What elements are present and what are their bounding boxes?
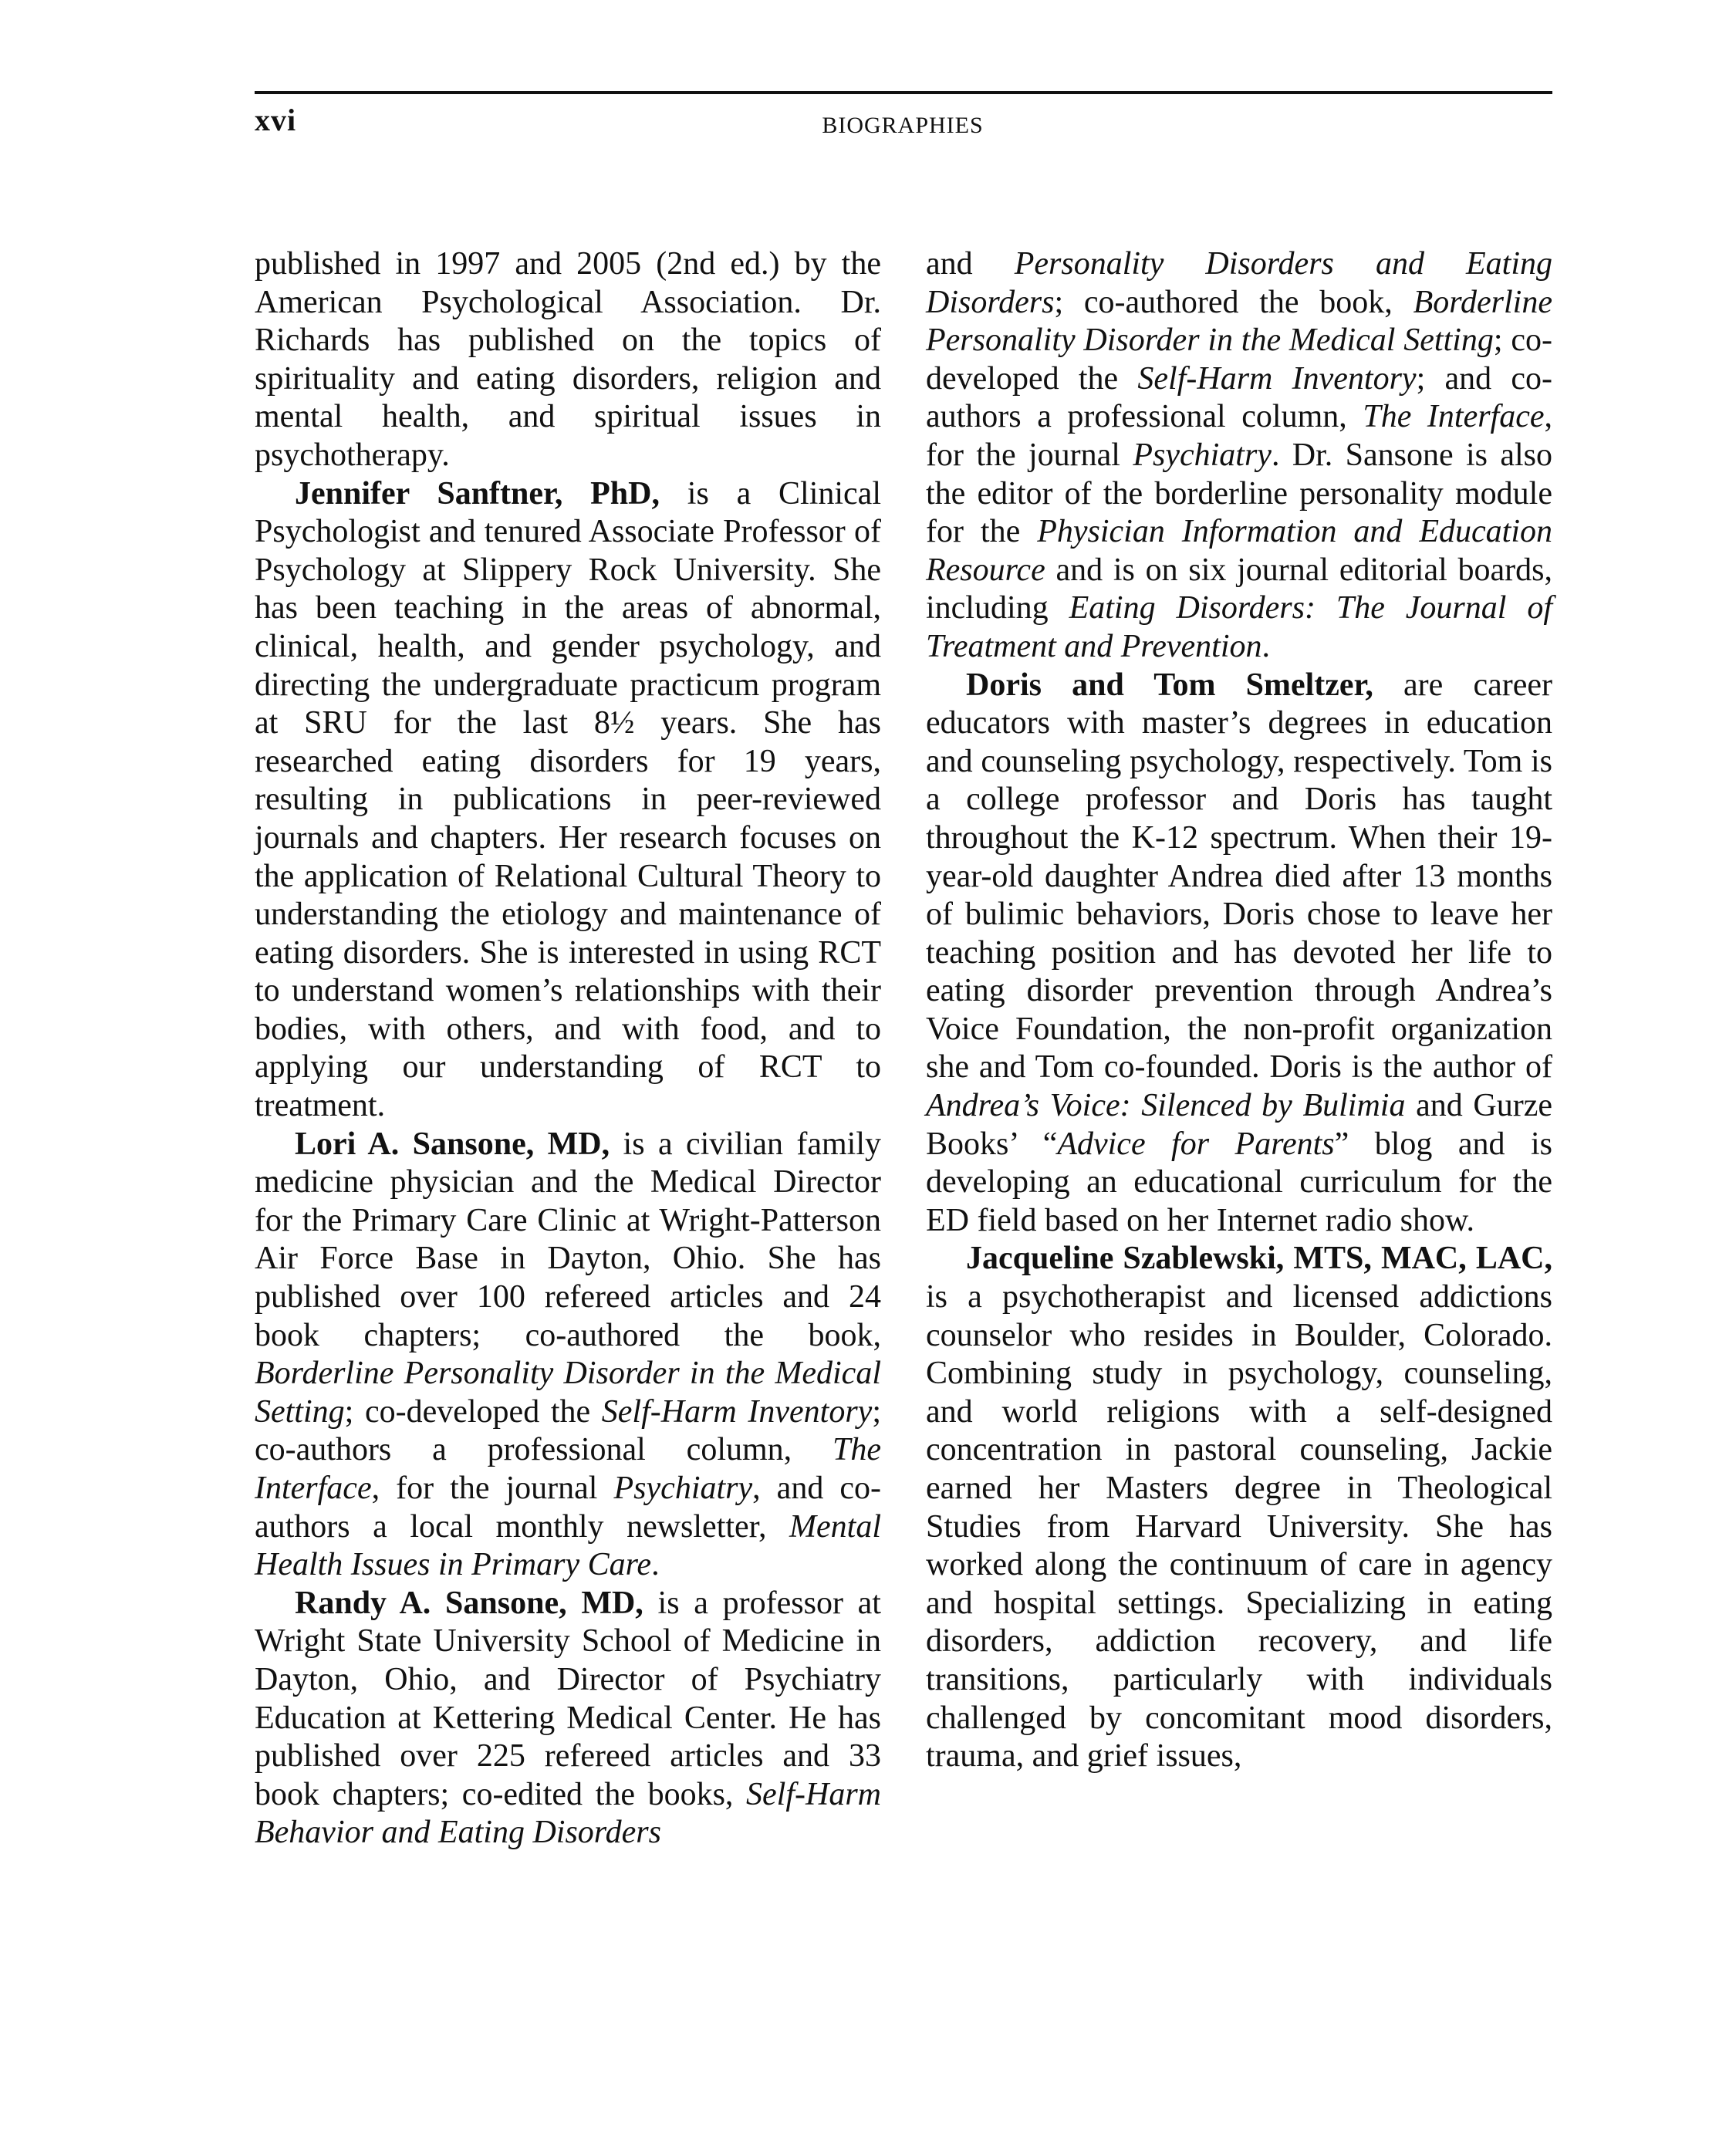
bio-name: Doris and Tom Smeltzer, <box>966 667 1373 703</box>
bio-text: is a Clinical Psychologist and tenured Associate Professor of Psychology at Slippery Rock University. She has been teaching in the areas of abnormal, clinical, health, and gender psychology, and directing the undergraduate practicum program at SRU for the last 8½ years. She has researched eating disorders for 19 years, resulting in publications in peer-reviewed journals and chapters. Her research focuses on the application of Relational Cultural Theory to understanding the etiology and maintenance of eating disorders. She is interested in using RCT to understand women’s relationships with their bodies, with others, and with food, and to applying our understanding of RCT to treatment. <box>255 475 881 1124</box>
bio-text: . Dr. Sansone is also the editor of the borderline personality module for the <box>926 437 1553 550</box>
bio-text: and is on six journal editorial boards, including <box>926 552 1552 626</box>
left-column <box>255 245 881 1852</box>
book-title: Andrea’s Voice: Silenced by Bulimia <box>926 1088 1406 1124</box>
bio-text: is a psychotherapist and licensed addictions counselor who resides in Boulder, Colorado. Combining study in psychology, counseling, and world religions with a self-designed concentration in pastoral counseling, Jackie earned her Masters degree in Theological Studies from Harvard University. She has worked along the continuum of care in agency and hospital settings. Specializing in eating disorders, addiction recovery, and life transitions, particularly with individuals challenged by concomitant mood disorders, trauma, and grief issues, <box>926 1279 1552 1775</box>
bio-name: Jacqueline Szablewski, MTS, MAC, LAC, <box>966 1241 1552 1277</box>
bio-sanftner <box>255 475 881 1126</box>
bio-text: is a professor at Wright State University School of Medicine in Dayton, Ohio, and Director of Psychiatry Education at Kettering Medical Center. He has published over 225 refereed articles and 33 book chapters; co-edited the books, <box>255 1585 881 1812</box>
resource-title: Physician Information and Education Resource <box>926 514 1552 588</box>
bio-name: Jennifer Sanftner, PhD, <box>295 475 660 512</box>
book-title: Personality Disorders and Eating Disorders <box>926 246 1552 320</box>
bio-text: ; co-authors a professional column, <box>255 1393 881 1468</box>
bio-name: Randy A. Sansone, MD, <box>295 1585 643 1621</box>
bio-name: Lori A. Sansone, MD, <box>295 1126 610 1162</box>
bio-text: published in 1997 and 2005 (2nd ed.) by the American Psychological Association. Dr. Richards has published on the topics of spirituality and eating disorders, religion and mental health, and spiritual issues in psychotherapy. <box>255 246 881 473</box>
bio-text: . <box>1261 628 1270 664</box>
blog-title: Advice for Parents <box>1057 1126 1335 1162</box>
bio-smeltzer <box>926 667 1552 1241</box>
bio-richards-continued <box>255 245 881 475</box>
journal-title: Psychiatry <box>1133 437 1272 473</box>
bio-text: is a civilian family medicine physician and the Medical Director for the Primary Care Clinic at Wright-Patterson Air Force Base in Dayton, Ohio. She has published over 100 refereed articles and 24 book chapters; co-authored the book, <box>255 1126 882 1353</box>
bio-text: . <box>651 1547 660 1583</box>
bio-text: ; co-developed the <box>344 1393 602 1430</box>
header-rule <box>255 91 1552 94</box>
bio-text: , and co-authors a local monthly newsletter, <box>255 1471 881 1545</box>
bio-randy-sansone-continued <box>926 245 1552 667</box>
bio-randy-sansone <box>255 1585 881 1852</box>
running-head-text: BIOGRAPHIES <box>822 113 984 138</box>
bio-text: ” blog and is developing an educational curriculum for the ED field based on her Internet radio show. <box>926 1126 1553 1238</box>
inventory-title: Self-Harm Inventory <box>1137 360 1417 397</box>
book-title: Borderline Personality Disorder in the Medical Setting <box>255 1356 881 1430</box>
bio-text: ; and co-authors a professional column, <box>926 360 1552 435</box>
column-title: The Interface <box>255 1432 881 1506</box>
right-column <box>926 245 1552 1776</box>
bio-text: and <box>926 246 1015 282</box>
journal-title: Psychiatry <box>613 1471 753 1506</box>
bio-lori-sansone <box>255 1126 881 1585</box>
bio-text: and Gurze Books’ “ <box>926 1088 1552 1162</box>
bio-szablewski <box>926 1240 1552 1775</box>
newsletter-title: Mental Health Issues in Primary Care <box>255 1508 881 1583</box>
book-title: Self-Harm Behavior and Eating Disorders <box>255 1776 881 1851</box>
book-title: Borderline Personality Disorder in the Medical Setting <box>926 284 1552 359</box>
page-number: xvi <box>255 103 297 137</box>
inventory-title: Self-Harm Inventory <box>601 1393 873 1430</box>
bio-text: , for the journal <box>926 399 1553 473</box>
bio-text: ; co-developed the <box>926 323 1553 397</box>
bio-text: ; co-authored the book, <box>1054 284 1413 320</box>
bio-text: are career educators with master’s degrees in education and counseling psychology, respectively. Tom is a college professor and Doris has taught throughout the K-12 spectrum. When their 19-year-old daughter Andrea died after 13 months of bulimic behaviors, Doris chose to leave her teaching position and has devoted her life to eating disorder prevention through Andrea’s Voice Foundation, the non-profit organization she and Tom co-founded. Doris is the author of <box>926 667 1552 1086</box>
bio-text: , for the journal <box>371 1471 614 1506</box>
column-title: The Interface <box>1363 399 1545 435</box>
journal-title: Eating Disorders: The Journal of Treatment and Prevention <box>926 590 1553 664</box>
